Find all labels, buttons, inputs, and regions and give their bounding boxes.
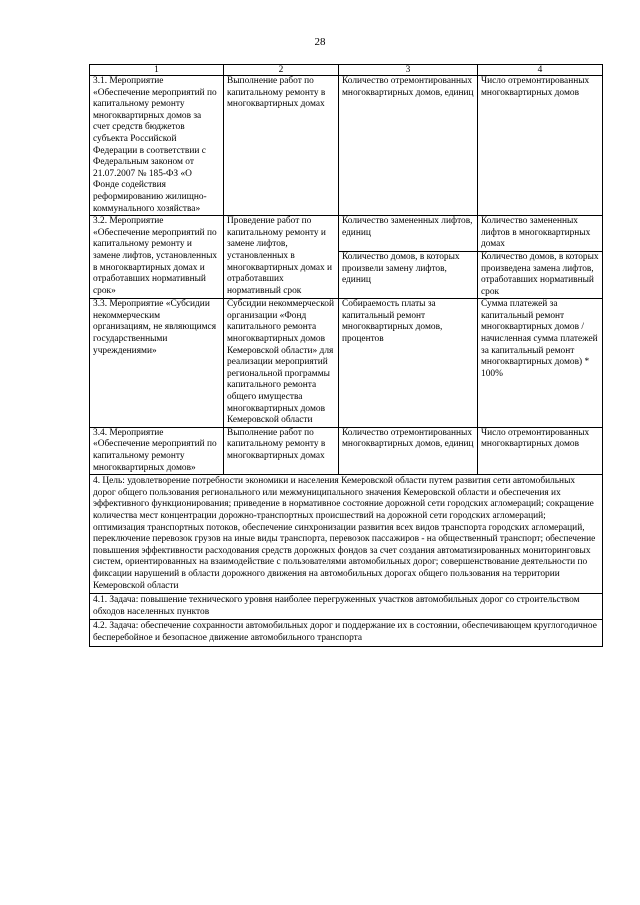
task-cell: 4.2. Задача: обеспечение сохранности автомобильных дорог и поддержание их в состоянии, обеспечивающем круглогодичное бесперебойное и безопасное движение автомобильного транспорта <box>90 620 603 646</box>
indicator-method-cell: Сумма платежей за капитальный ремонт многоквартирных домов / начисленная сумма платежей за капитальный ремонт многоквартирных домов) * 100% <box>478 299 603 428</box>
indicator-name-cell: Количество домов, в которых произвели замену лифтов, единиц <box>339 251 478 298</box>
indicator-method-cell: Число отремонтированных многоквартирных домов <box>478 427 603 474</box>
measure-name-cell: 3.4. Мероприятие «Обеспечение мероприятий по капитальному ремонту многоквартирных домов» <box>90 427 224 474</box>
measure-name-cell: 3.3. Мероприятие «Субсидии некоммерческим организациям, не являющимся государственными учреждениями» <box>90 299 224 428</box>
header-cell: 1 <box>90 65 224 76</box>
measure-content-cell: Проведение работ по капитальному ремонту и замене лифтов, установленных в многоквартирных домах и отработавших нормативный срок <box>224 216 339 299</box>
goal-cell: 4. Цель: удовлетворение потребности экономики и населения Кемеровской области путем развития сети автомобильных дорог общего пользования регионального или межмуниципального значения Кемеровской области и обеспечения их эффективного функционирования; приведение в нормативное состояние дорожной сети городских агломераций; сокращение количества мест концентрации дорожно-транспортных происшествий на дорожной сети городских агломераций; оптимизация транспортных потоков, обеспечение синхронизации развития всех видов транспорта городских агломераций, переключение перевозок грузов на иные виды транспорта, перевозок пассажиров - на общественный транспорт; обеспечение повышения эффективности расходования средств дорожных фондов за счет создания автоматизированных мониторинговых систем, ориентированных на взаимодействие с пользователями автомобильных дорог; совершенствование деятельности по фиксации нарушений в области дорожного движения на автомобильных дорогах общего пользования на территории Кемеровской области <box>90 475 603 594</box>
measure-content-cell: Субсидии некоммерческой организации «Фонд капитального ремонта многоквартирных домов Кемеровской области» для реализации мероприятий региональной программы капитального ремонта общего имущества многоквартирных домов Кемеровской области <box>224 299 339 428</box>
table-row <box>90 427 603 474</box>
header-cell: 2 <box>224 65 339 76</box>
measure-content-cell: Выполнение работ по капитальному ремонту в многоквартирных домах <box>224 76 339 216</box>
table-row <box>90 475 603 594</box>
measures-table <box>89 64 603 647</box>
indicator-method-cell: Количество домов, в которых произведена замена лифтов, отработавших нормативный срок <box>478 251 603 298</box>
page-number: 28 <box>314 36 326 48</box>
task-cell: 4.1. Задача: повышение технического уровня наиболее перегруженных участков автомобильных дорог со строительством обходов населенных пунктов <box>90 594 603 620</box>
table-row <box>90 620 603 646</box>
indicator-name-cell: Количество отремонтированных многоквартирных домов, единиц <box>339 427 478 474</box>
table-row <box>90 216 603 252</box>
table-row <box>90 76 603 216</box>
table-header-row <box>90 65 603 76</box>
header-cell: 4 <box>478 65 603 76</box>
table-row <box>90 299 603 428</box>
measure-content-cell: Выполнение работ по капитальному ремонту в многоквартирных домах <box>224 427 339 474</box>
indicator-name-cell: Количество замененных лифтов, единиц <box>339 216 478 252</box>
table-row <box>90 594 603 620</box>
measure-name-cell: 3.2. Мероприятие «Обеспечение мероприятий по капитальному ремонту и замене лифтов, установленных в многоквартирных домах и отработавших нормативный срок» <box>90 216 224 299</box>
indicator-name-cell: Собираемость платы за капитальный ремонт многоквартирных домов, процентов <box>339 299 478 428</box>
indicator-method-cell: Число отремонтированных многоквартирных домов <box>478 76 603 216</box>
indicator-name-cell: Количество отремонтированных многоквартирных домов, единиц <box>339 76 478 216</box>
measure-name-cell: 3.1. Мероприятие «Обеспечение мероприятий по капитальному ремонту многоквартирных домов за счет средств бюджетов субъекта Российской Федерации в соответствии с Федеральным законом от 21.07.2007 № 185-ФЗ «О Фонде содействия реформированию жилищно-коммунального хозяйства» <box>90 76 224 216</box>
indicator-method-cell: Количество замененных лифтов в многоквартирных домах <box>478 216 603 252</box>
header-cell: 3 <box>339 65 478 76</box>
